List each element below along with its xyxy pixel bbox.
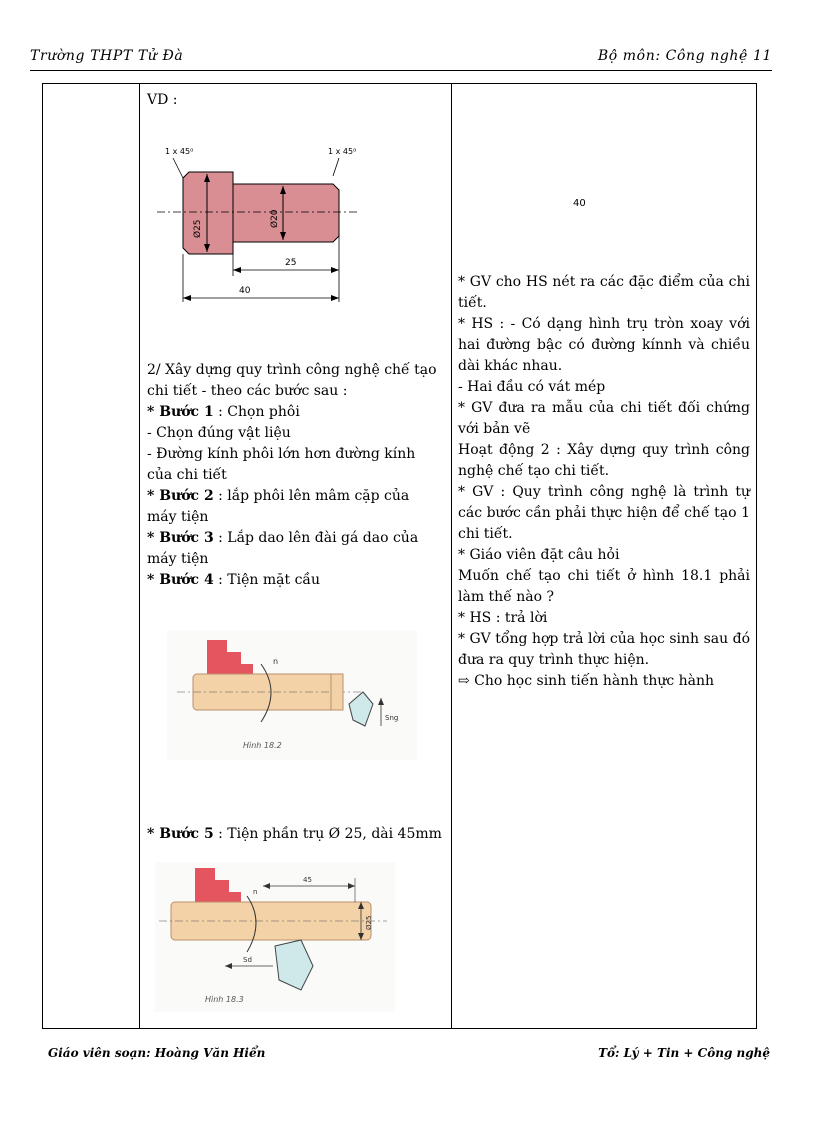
step-1-label: * Bước 1 <box>147 404 214 420</box>
section-title: 2/ Xây dựng quy trình công nghệ chế tạo chi tiết - theo các bước sau : <box>147 362 437 399</box>
fig183-s-label: Sd <box>243 956 252 964</box>
activity-line: * HS : trả lời <box>458 610 548 626</box>
dia-small-label: Ø20 <box>270 209 280 228</box>
steps-block <box>147 360 443 591</box>
step-3 <box>147 528 443 570</box>
footer-teacher: Giáo viên soạn: Hoàng Văn Hiển <box>48 1046 266 1060</box>
fig183-dia-label: Ø25 <box>365 915 373 930</box>
fig182-caption: Hình 18.2 <box>243 741 282 750</box>
step-2-text: : lắp phôi lên mâm cặp của máy tiện <box>147 488 410 525</box>
chamfer-left-label: 1 x 45⁰ <box>165 147 194 156</box>
header-school: Trường THPT Tử Đà <box>30 48 184 64</box>
activity-line: * GV tổng hợp trả lời của học sinh sau đó đưa ra quy trình thực hiện. <box>458 631 750 668</box>
header-department: Bộ môn: Công nghệ 11 <box>597 48 772 64</box>
step-4 <box>147 570 443 591</box>
step-4-text: : Tiện mặt cầu <box>213 572 321 588</box>
step-2-label: * Bước 2 <box>147 488 214 504</box>
arrow-line: ⇨ Cho học sinh tiến hành thực hành <box>458 673 715 689</box>
step-3-label: * Bước 3 <box>147 530 214 546</box>
figure-18-3 <box>155 862 395 1012</box>
fig182-s-label: Sng <box>385 714 399 722</box>
len-40-label: 40 <box>239 286 251 296</box>
activity-line: Muốn chế tạo chi tiết ở hình 18.1 phải làm thế nào ? <box>458 568 750 605</box>
step-1-line-2: - Đường kính phôi lớn hơn đường kính của chi tiết <box>147 446 416 483</box>
step-1 <box>147 402 443 423</box>
figure-18-2 <box>167 630 417 760</box>
activity-line: Hoạt động 2 : Xây dựng quy trình công nghệ chế tạo chi tiết. <box>458 442 750 479</box>
activity-line: * GV cho HS nét ra các đặc điểm của chi tiết. <box>458 274 750 311</box>
chamfer-right-label: 1 x 45⁰ <box>328 147 357 156</box>
step-1-line-1: - Chọn đúng vật liệu <box>147 425 291 441</box>
part-drawing <box>153 138 373 318</box>
step-2 <box>147 486 443 528</box>
lesson-table <box>42 83 757 1029</box>
teaching-activities <box>458 272 750 692</box>
vd-label: VD : <box>147 92 178 108</box>
header-rule <box>30 70 772 71</box>
fig182-n-label: n <box>273 657 279 666</box>
footer-group: Tổ: Lý + Tin + Công nghệ <box>598 1046 770 1060</box>
table-divider-1 <box>139 84 140 1028</box>
step-5 <box>147 824 443 845</box>
len-25-label: 25 <box>285 258 297 268</box>
content-column <box>147 90 443 1004</box>
fig183-n-label: n <box>253 888 258 896</box>
activity-line: * HS : - Có dạng hình trụ tròn xoay với hai đường bậc có đường kínnh và chiều dài khác nhau. <box>458 316 750 374</box>
step-1-text: : Chọn phôi <box>213 404 300 420</box>
activity-line: * GV : Quy trình công nghệ là trình tự các bước cần phải thực hiện để chế tạo 1 chi tiết. <box>458 484 750 542</box>
activity-line: - Hai đầu có vát mép <box>458 379 606 395</box>
activity-line: * GV đưa ra mẫu của chi tiết đối chứng với bản vẽ <box>458 400 750 437</box>
fig183-caption: Hình 18.3 <box>205 995 244 1004</box>
step-5-label: * Bước 5 <box>147 826 214 842</box>
step-5-text: : Tiện phần trụ Ø 25, dài 45mm <box>213 826 442 842</box>
activity-line: * Giáo viên đặt câu hỏi <box>458 547 620 563</box>
table-divider-2 <box>451 84 452 1028</box>
step-4-label: * Bước 4 <box>147 572 214 588</box>
dia-large-label: Ø25 <box>193 219 203 238</box>
col3-top-value: 40 <box>573 198 586 209</box>
step-3-text: : Lắp dao lên đài gá dao của máy tiện <box>147 530 419 567</box>
fig183-len-label: 45 <box>303 876 312 884</box>
